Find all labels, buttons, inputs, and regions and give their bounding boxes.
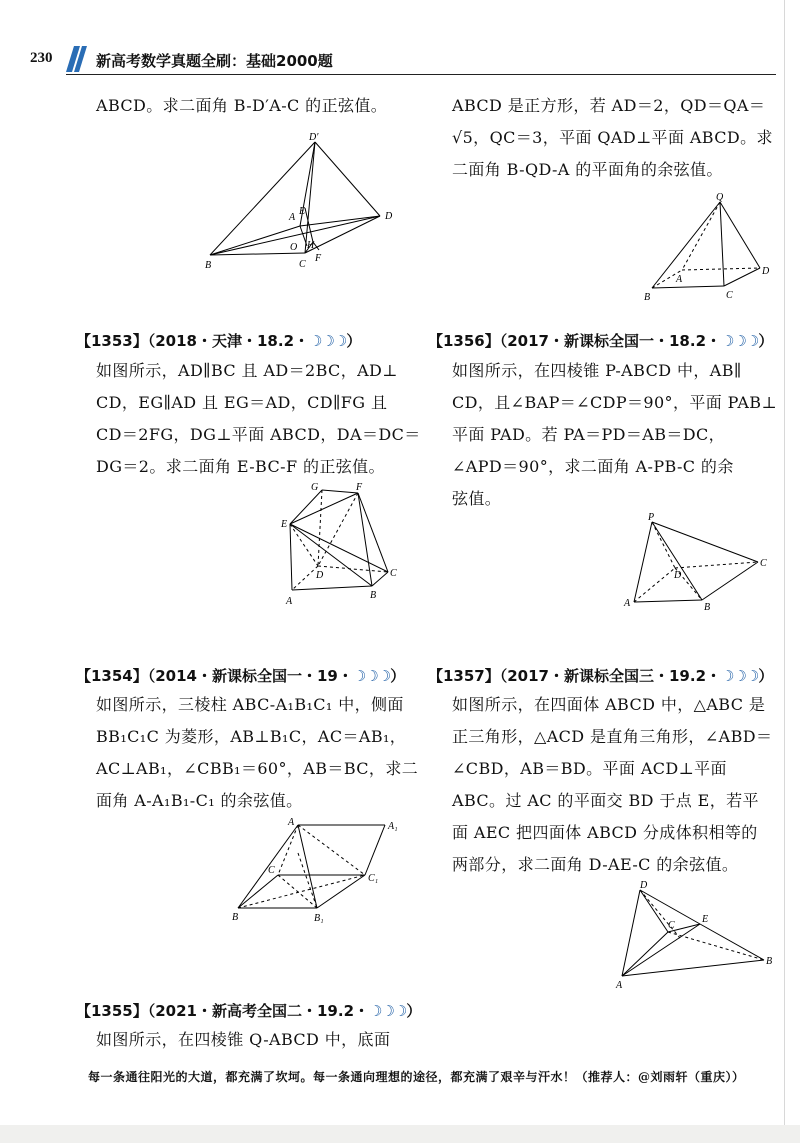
difficulty-moons-icon: ☽☽☽ — [369, 1002, 407, 1020]
label-B: B — [644, 292, 651, 303]
label-B: B — [205, 260, 212, 271]
problem-1355-line: 如图所示，在四棱锥 Q-ABCD 中，底面 — [96, 1030, 391, 1049]
problem-1355-heading-text: 【1355】（2021・新高考全国二・19.2・ — [76, 1002, 370, 1020]
problem-1357-heading-end: ） — [758, 667, 774, 685]
label-F: F — [356, 482, 363, 493]
figure-1355 — [640, 186, 780, 306]
problem-1355-heading-end: ） — [406, 1002, 422, 1020]
label-F: F — [315, 253, 322, 264]
label-D: D — [640, 880, 648, 891]
problem-1354-line: AC⊥AB₁，∠CBB₁＝60°，AB＝BC，求二 — [96, 759, 419, 778]
problem-1356-line: 平面 PAD。若 PA＝PD＝AB＝DC， — [452, 425, 726, 444]
problem-1354-line: 如图所示，三棱柱 ABC-A₁B₁C₁ 中，侧面 — [96, 695, 404, 714]
problem-1357-line: 面 AEC 把四面体 ABCD 分成体积相等的 — [452, 823, 758, 842]
label-D-prime: D′ — [309, 132, 319, 143]
figure-1353 — [280, 480, 400, 610]
problem-1355-continued-line: √5，QC＝3，平面 QAD⊥平面 ABCD。求 — [452, 128, 773, 147]
problem-1357-line: ∠CBD，AB＝BD。平面 ACD⊥平面 — [452, 759, 727, 778]
label-B: B — [766, 956, 773, 967]
label-G: G — [311, 482, 319, 493]
header-slash-mark — [66, 46, 88, 72]
label-D: D — [385, 211, 393, 222]
problem-1356-heading — [428, 330, 773, 351]
problem-1354-heading — [76, 665, 405, 686]
label-C: C — [726, 290, 733, 301]
problem-1354-heading-end: ） — [390, 667, 406, 685]
problem-1354-heading-text: 【1354】（2014・新课标全国一・19・ — [76, 667, 353, 685]
label-C: C — [268, 865, 275, 876]
label-D: D — [762, 266, 770, 277]
label-A: A — [288, 817, 295, 828]
problem-1353-heading-end: ） — [346, 332, 362, 350]
problem-1353-heading-text: 【1353】（2018・天津・18.2・ — [76, 332, 310, 350]
label-B: B — [232, 912, 239, 923]
header-rule — [66, 74, 776, 75]
label-C: C — [668, 920, 675, 931]
label-A: A — [289, 212, 296, 223]
problem-1355-continued-line: ABCD 是正方形，若 AD＝2，QD＝QA＝ — [452, 96, 766, 115]
figure-1357 — [612, 876, 782, 992]
difficulty-moons-icon: ☽☽☽ — [721, 667, 759, 685]
problem-1357-heading-text: 【1357】（2017・新课标全国三・19.2・ — [428, 667, 722, 685]
label-E: E — [299, 206, 306, 217]
problem-1356-line: ∠APD＝90°，求二面角 A-PB-C 的余 — [452, 457, 734, 476]
problem-1357-heading — [428, 665, 773, 686]
problem-1356-line: 弦值。 — [452, 489, 502, 508]
label-B: B — [704, 602, 711, 613]
label-A: A — [676, 274, 683, 285]
problem-1355-heading — [76, 1000, 421, 1021]
figure-dihedral-bdac — [195, 128, 410, 273]
label-C: C — [299, 259, 306, 270]
label-H: H — [307, 240, 315, 251]
label-D: D — [316, 570, 324, 581]
problem-1357-line: 如图所示，在四面体 ABCD 中，△ABC 是 — [452, 695, 766, 714]
label-A: A — [616, 980, 623, 991]
label-C: C — [760, 558, 767, 569]
figure-1354 — [230, 815, 405, 925]
problem-1353-line: CD＝2FG，DG⊥平面 ABCD，DA＝DC＝ — [96, 425, 421, 444]
problem-1356-line: 如图所示，在四棱锥 P-ABCD 中，AB∥ — [452, 361, 742, 380]
problem-1353-heading — [76, 330, 361, 351]
problem-1354-line: 面角 A-A₁B₁-C₁ 的余弦值。 — [96, 791, 303, 810]
book-title: 新高考数学真题全刷：基础2000题 — [96, 52, 333, 70]
label-B: B — [370, 590, 377, 601]
label-D: D — [674, 570, 682, 581]
problem-1357-line: 正三角形，△ACD 是直角三角形，∠ABD＝ — [452, 727, 773, 746]
label-A: A — [286, 596, 293, 607]
label-C1: C₁ — [368, 873, 379, 884]
difficulty-moons-icon: ☽☽☽ — [309, 332, 347, 350]
label-Q: Q — [716, 192, 724, 203]
problem-1353-line: 如图所示，AD∥BC 且 AD＝2BC，AD⊥ — [96, 361, 398, 380]
label-A1: A₁ — [388, 821, 398, 832]
difficulty-moons-icon: ☽☽☽ — [721, 332, 759, 350]
page-number: 230 — [30, 50, 53, 66]
problem-1353-line: CD，EG∥AD 且 EG＝AD，CD∥FG 且 — [96, 393, 388, 412]
problem-1356-heading-end: ） — [758, 332, 774, 350]
label-E: E — [702, 914, 709, 925]
problem-1353-line: DG＝2。求二面角 E-BC-F 的正弦值。 — [96, 457, 385, 476]
page-edge — [784, 0, 785, 1143]
label-A: A — [624, 598, 631, 609]
problem-1356-heading-text: 【1356】（2017・新课标全国一・18.2・ — [428, 332, 722, 350]
problem-1355-continued-line: 二面角 B-QD-A 的平面角的余弦值。 — [452, 160, 723, 179]
label-P: P — [648, 512, 655, 523]
problem-1356-line: CD，且∠BAP＝∠CDP＝90°，平面 PAB⊥ — [452, 393, 777, 412]
problem-1357-line: ABC。过 AC 的平面交 BD 于点 E，若平 — [452, 791, 759, 810]
figure-1356 — [620, 508, 780, 618]
page-bottom-band — [0, 1125, 800, 1143]
label-O: O — [290, 242, 298, 253]
difficulty-moons-icon: ☽☽☽ — [352, 667, 391, 685]
problem-1357-line: 两部分，求二面角 D-AE-C 的余弦值。 — [452, 855, 739, 874]
problem-1354-line: BB₁C₁C 为菱形，AB⊥B₁C，AC＝AB₁， — [96, 727, 407, 746]
label-B1: B₁ — [314, 913, 324, 924]
left-top-fragment: ABCD。求二面角 B-D′A-C 的正弦值。 — [96, 96, 388, 115]
footer-quote: 每一条通往阳光的大道，都充满了坎坷。每一条通向理想的途径，都充满了艰辛与汗水！（推荐人：@刘雨轩（重庆）） — [88, 1070, 745, 1084]
label-C: C — [390, 568, 397, 579]
label-E: E — [281, 519, 288, 530]
